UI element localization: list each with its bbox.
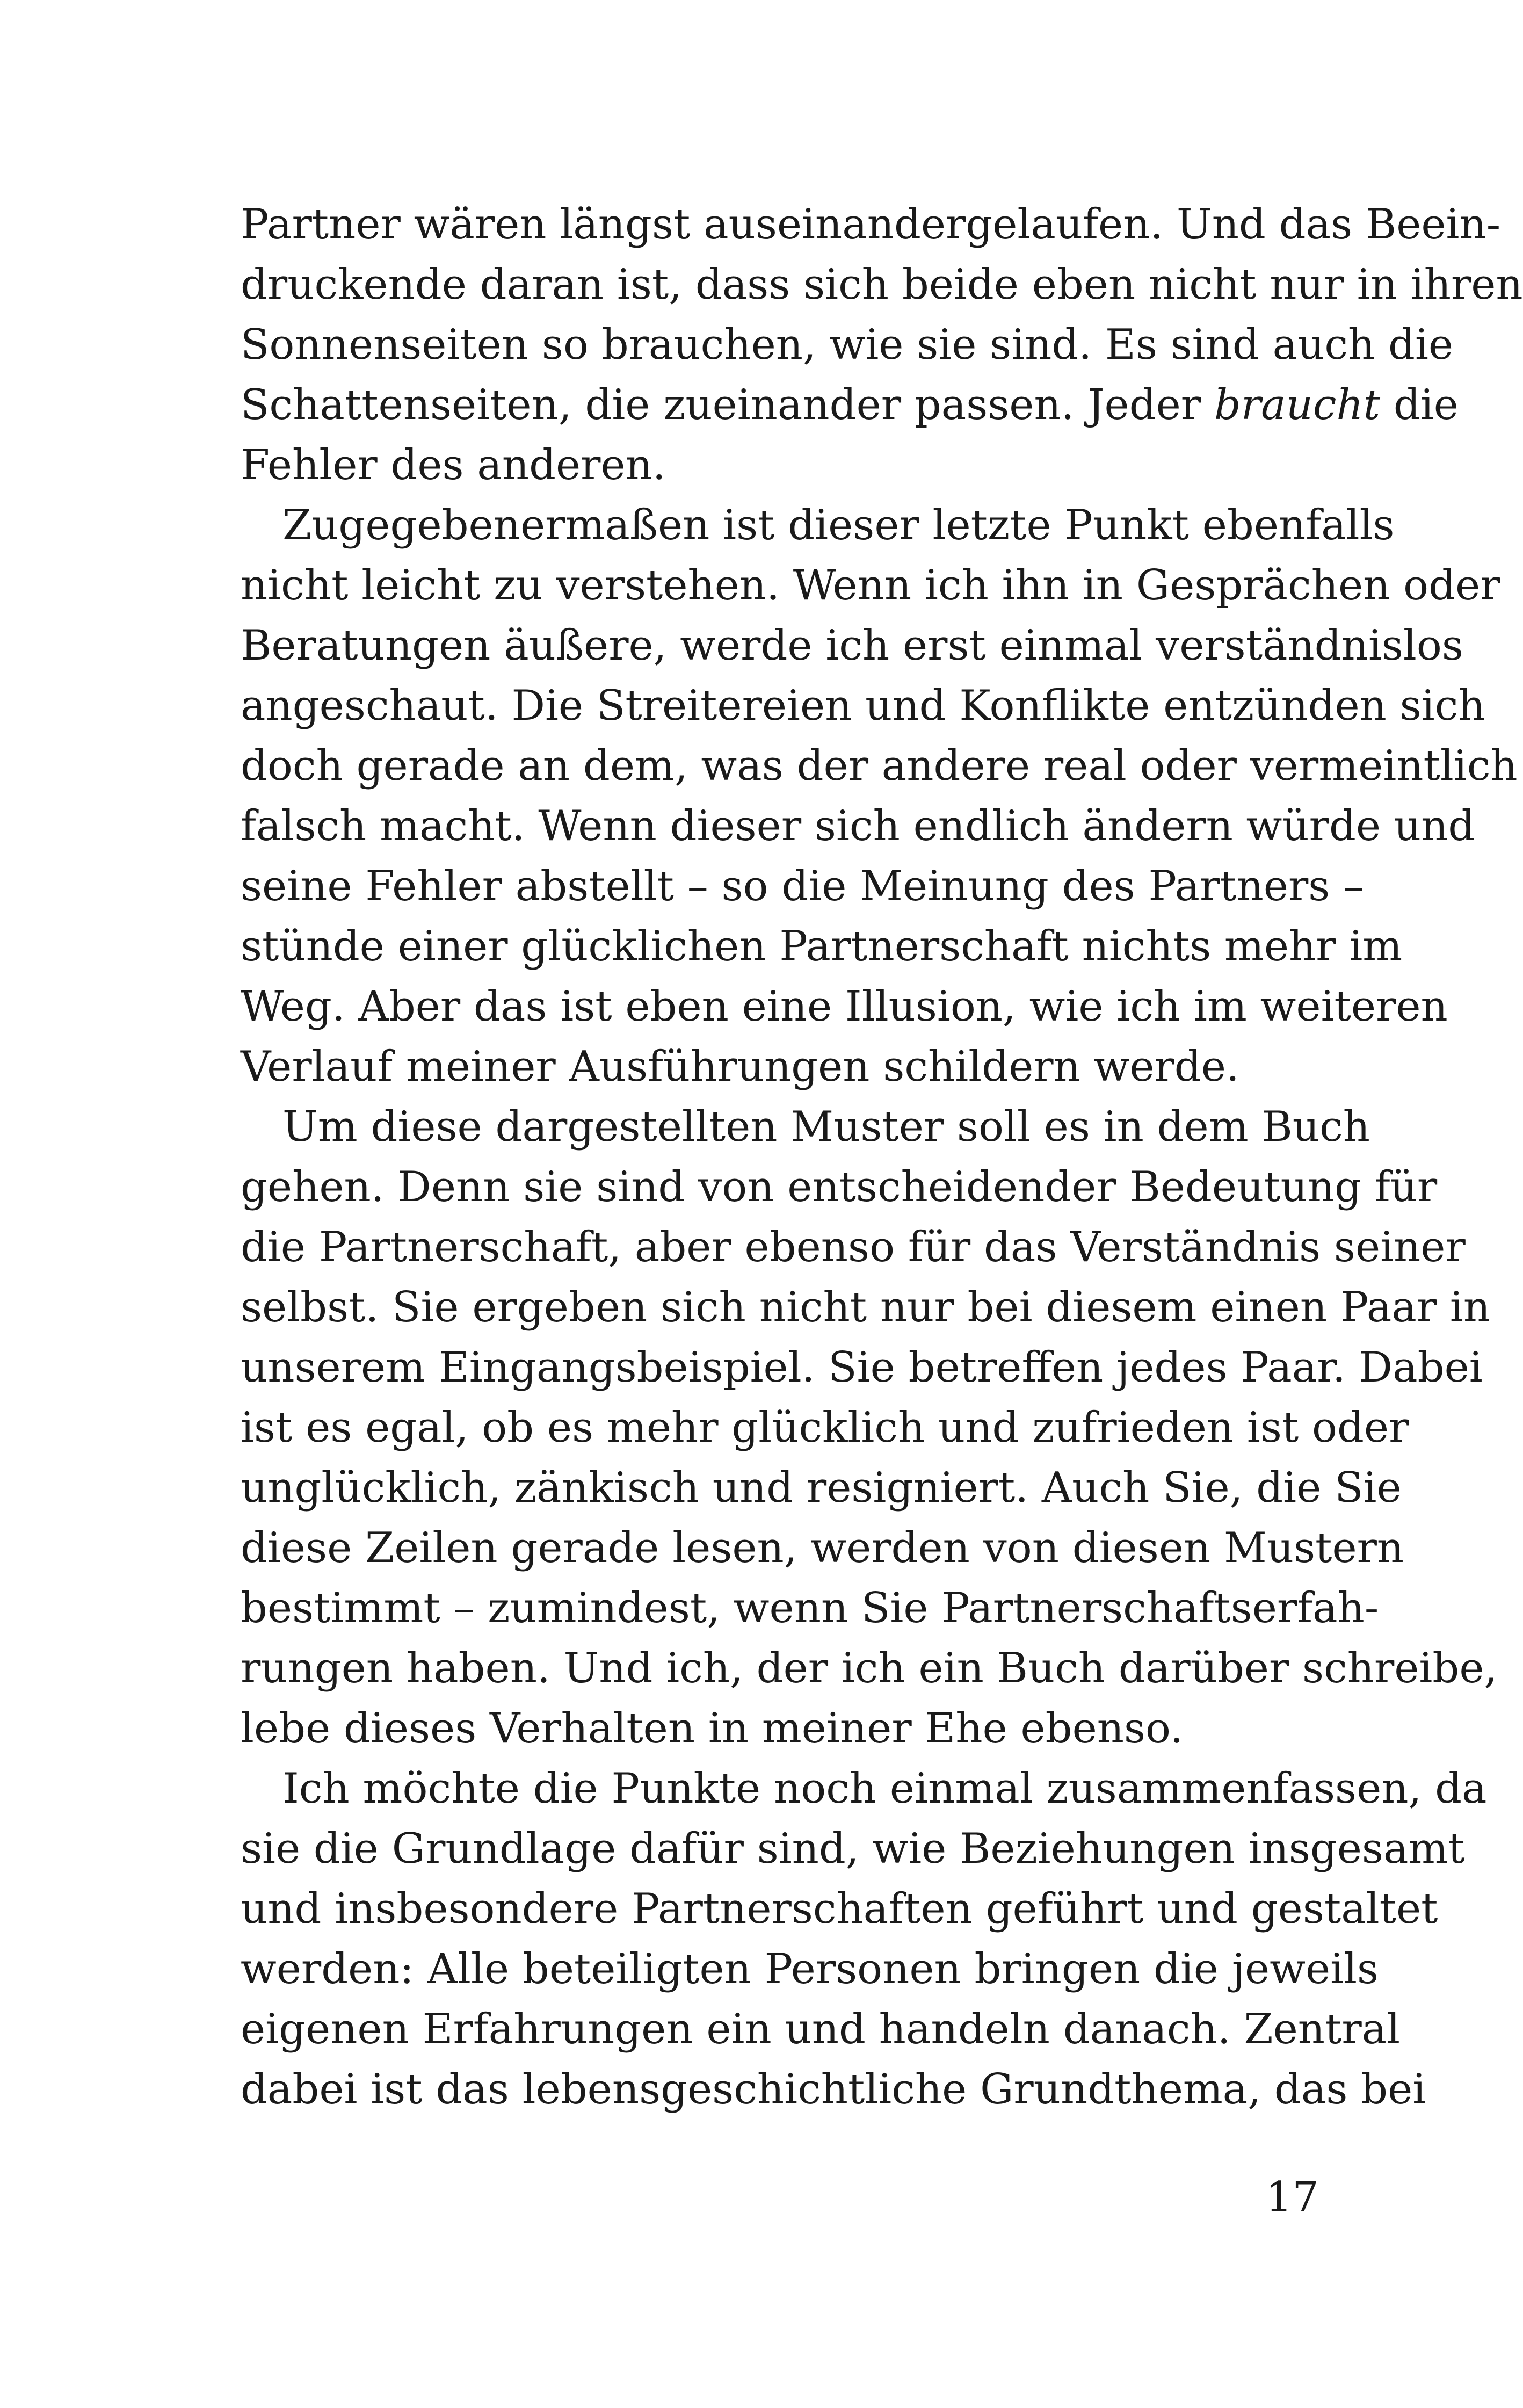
text-line: sie die Grundlage dafür sind, wie Beziehungen insgesamt — [241, 1825, 1465, 1873]
text-line: gehen. Denn sie sind von entscheidender Bedeutung für — [241, 1163, 1438, 1211]
text-line: nicht leicht zu verstehen. Wenn ich ihn in Gesprächen oder — [241, 561, 1500, 610]
text-line: Zugegebenermaßen ist dieser letzte Punkt ebenfalls — [282, 501, 1395, 549]
text-line: Fehler des anderen. — [241, 441, 666, 489]
text-line: unglücklich, zänkisch und resigniert. Auch Sie, die Sie — [241, 1464, 1402, 1512]
text-line: doch gerade an dem, was der andere real oder vermeintlich — [241, 742, 1518, 790]
text-line: unserem Eingangsbeispiel. Sie betreffen jedes Paar. Dabei — [241, 1343, 1483, 1392]
text-line: rungen haben. Und ich, der ich ein Buch darüber schreibe, — [241, 1644, 1498, 1693]
text-line: seine Fehler abstellt – so die Meinung des Partners – — [241, 862, 1365, 910]
paragraph — [241, 194, 1523, 495]
text-line: dabei ist das lebensgeschichtliche Grundthema, das bei — [241, 2065, 1426, 2114]
emphasis: braucht — [1214, 381, 1381, 429]
text-line: druckende daran ist, dass sich beide eben nicht nur in ihren — [241, 261, 1523, 309]
text-line: die Partnerschaft, aber ebenso für das Verständnis seiner — [241, 1223, 1466, 1271]
paragraph — [241, 1759, 1487, 2120]
body-text — [241, 194, 1523, 2120]
text-line: werden: Alle beteiligten Personen bringen die jeweils — [241, 1945, 1379, 1993]
text-line: angeschaut. Die Streitereien und Konflikte entzünden sich — [241, 682, 1485, 730]
text-line: bestimmt – zumindest, wenn Sie Partnerschaftserfah- — [241, 1584, 1379, 1632]
text-line: falsch macht. Wenn dieser sich endlich ändern würde und — [241, 802, 1475, 850]
text-line: und insbesondere Partnerschaften geführt und gestaltet — [241, 1885, 1438, 1933]
text-line: Beratungen äußere, werde ich erst einmal verständnislos — [241, 621, 1463, 670]
text-line: selbst. Sie ergeben sich nicht nur bei diesem einen Paar in — [241, 1283, 1491, 1332]
paragraph — [241, 1097, 1498, 1759]
text-line: Schattenseiten, die zueinander passen. Jeder braucht die — [241, 381, 1459, 429]
text-line: ist es egal, ob es mehr glücklich und zufrieden ist oder — [241, 1404, 1409, 1452]
text-line: eigenen Erfahrungen ein und handeln danach. Zentral — [241, 2005, 1401, 2053]
text-line: diese Zeilen gerade lesen, werden von diesen Mustern — [241, 1524, 1404, 1572]
text-line: Um diese dargestellten Muster soll es in dem Buch — [282, 1103, 1370, 1151]
paragraph — [241, 495, 1518, 1097]
text-line: Verlauf meiner Ausführungen schildern werde. — [241, 1043, 1239, 1091]
page-number: 17 — [1265, 2173, 1319, 2222]
text-line: lebe dieses Verhalten in meiner Ehe ebenso. — [241, 1704, 1184, 1753]
text-line: Weg. Aber das ist eben eine Illusion, wie ich im weiteren — [241, 982, 1448, 1031]
text-line: stünde einer glücklichen Partnerschaft nichts mehr im — [241, 922, 1403, 971]
text-line: Ich möchte die Punkte noch einmal zusammenfassen, da — [282, 1765, 1487, 1813]
text-line: Sonnenseiten so brauchen, wie sie sind. Es sind auch die — [241, 321, 1454, 369]
text-line: Partner wären längst auseinandergelaufen. Und das Beein- — [241, 200, 1501, 249]
